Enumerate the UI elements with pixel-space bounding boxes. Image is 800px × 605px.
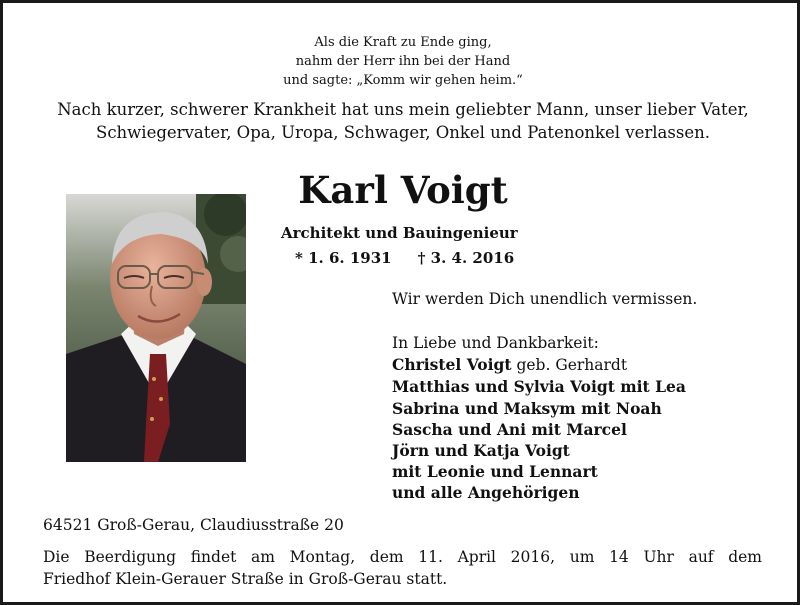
mourner-line: Sascha und Ani mit Marcel xyxy=(392,419,627,439)
intro-line: Nach kurzer, schwerer Krankheit hat uns mein geliebter Mann, unser lieber Vater, xyxy=(57,100,749,119)
mourner-line: Matthias und Sylvia Voigt mit Lea xyxy=(392,377,686,397)
mourner-line xyxy=(392,354,686,376)
portrait-photo xyxy=(66,194,246,462)
profession: Architekt und Bauingenieur xyxy=(281,224,518,242)
mourner-line: mit Leonie und Lennart xyxy=(392,462,598,482)
farewell-message: Wir werden Dich unendlich vermissen. xyxy=(392,290,698,308)
mourner-maiden-name: geb. Gerhardt xyxy=(511,356,628,375)
mourners-list xyxy=(392,333,686,504)
mourners-heading: In Liebe und Dankbarkeit: xyxy=(392,334,599,352)
deceased-name: Karl Voigt xyxy=(298,168,508,212)
mourner-line: Jörn und Katja Voigt xyxy=(392,441,570,461)
intro-text xyxy=(3,98,800,144)
funeral-line: Friedhof Klein-Gerauer Straße in Groß-Gerau statt. xyxy=(43,570,448,588)
address: 64521 Groß-Gerau, Claudiusstraße 20 xyxy=(43,516,344,534)
birth-date: * 1. 6. 1931 xyxy=(295,249,392,267)
mourner-line: und alle Angehörigen xyxy=(392,483,580,503)
mourner-name: Christel Voigt xyxy=(392,355,512,375)
poem-line: nahm der Herr ihn bei der Hand xyxy=(295,54,511,69)
death-date: † 3. 4. 2016 xyxy=(417,249,515,267)
poem xyxy=(3,33,800,90)
poem-line: und sagte: „Komm wir gehen heim.“ xyxy=(283,73,523,88)
funeral-notice xyxy=(43,546,762,590)
life-dates xyxy=(295,248,514,268)
mourner-line: Sabrina und Maksym mit Noah xyxy=(392,398,662,418)
poem-line: Als die Kraft zu Ende ging, xyxy=(314,35,492,50)
intro-line: Schwiegervater, Opa, Uropa, Schwager, Onkel und Patenonkel verlassen. xyxy=(96,123,710,142)
funeral-line: Die Beerdigung findet am Montag, dem 11. April 2016, um 14 Uhr auf dem xyxy=(43,548,762,566)
